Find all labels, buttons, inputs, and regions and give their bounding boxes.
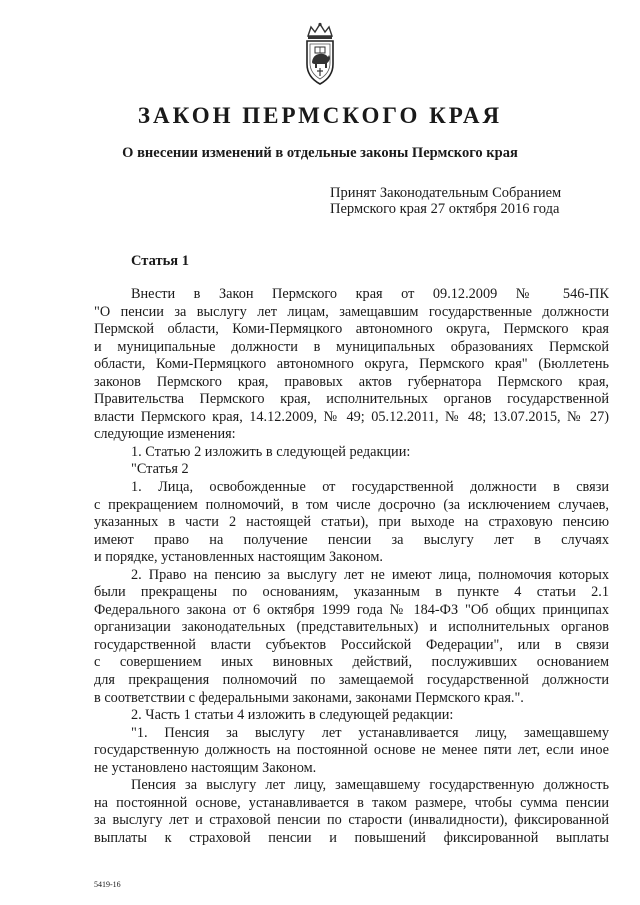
body-line: Правительства Пермского края, исполнительных органов государственной (94, 391, 609, 408)
body-line: государственной власти субъектов Российской Федерации", или в связи (94, 636, 609, 653)
body-line: в соответствии с федеральными законами, законами Пермского края.". (94, 689, 524, 706)
body-line: на постоянной основе, устанавливается в таком размере, чтобы сумма пенсии (94, 794, 609, 811)
body-line: "О пенсии за выслугу лет лицам, замещавшим государственные должности (94, 303, 609, 320)
body-line: выплаты к страховой пенсии и повышений фиксированной выплаты (94, 829, 609, 846)
body-line: следующие изменения: (94, 426, 236, 443)
body-line: Пермской области, Коми-Пермяцкого автономного округа, Пермского края (94, 321, 609, 338)
body-line: за выслугу лет и страховой пенсии по старости (инвалидности), фиксированной (94, 812, 609, 829)
adoption-note (330, 185, 561, 217)
body-line: Внести в Закон Пермского края от 09.12.2009 № 546-ПК (131, 286, 609, 302)
article-body (94, 286, 609, 848)
body-line: организации законодательных (представительных) и исполнительных органов (94, 619, 609, 636)
body-line: 2. Право на пенсию за выслугу лет не имеют лица, полномочия которых (131, 566, 609, 583)
adoption-line: Пермского края 27 октября 2016 года (330, 201, 560, 217)
body-line: Федерального закона от 6 октября 1999 года № 184-ФЗ "Об общих принципах (94, 601, 609, 618)
body-line: 1. Статью 2 изложить в следующей редакции: (131, 443, 411, 460)
body-line: государственную должность на постоянной основе не менее пяти лет, если иное (94, 742, 609, 759)
body-line: и порядке, установленных настоящим Законом. (94, 549, 384, 566)
body-line: и муниципальные должности в муниципальных образованиях Пермской (94, 338, 609, 355)
body-line: власти Пермского края, 14.12.2009, № 49; 05.12.2011, № 48; 13.07.2015, № 27) (94, 408, 609, 425)
body-line: Пенсия за выслугу лет лицу, замещавшему государственную должность (131, 777, 609, 794)
body-line: "Статья 2 (131, 461, 189, 478)
coat-of-arms-icon (297, 22, 343, 86)
body-line: области, Коми-Пермяцкого автономного округа, Пермского края" (Бюллетень (94, 356, 609, 373)
body-line: "1. Пенсия за выслугу лет устанавливается лицу, замещавшему (131, 724, 609, 741)
body-line: с совершением иных виновных действий, послуживших основанием (94, 654, 609, 671)
body-line: для прекращения полномочий по замещаемой государственной должности (94, 672, 609, 689)
document-code: 5419-16 (94, 880, 121, 889)
body-line: не установлено настоящим Законом. (94, 759, 317, 776)
body-line: указанных в части 2 настоящей статьи), при выходе на страховую пенсию (94, 514, 609, 531)
body-line: 1. Лица, освобожденные от государственной должности в связи (131, 479, 609, 496)
body-line: законов Пермского края, правовых актов губернатора Пермского края, (94, 373, 609, 390)
body-line: имеют право на получение пенсии за выслугу лет в случаях (94, 531, 609, 548)
body-line: были прекращены по основаниям, указанным в пункте 4 статьи 2.1 (94, 584, 609, 601)
law-title: ЗАКОН ПЕРМСКОГО КРАЯ (137, 103, 503, 128)
article-heading: Статья 1 (131, 253, 189, 269)
body-line: 2. Часть 1 статьи 4 изложить в следующей редакции: (131, 707, 454, 724)
law-subtitle: О внесении изменений в отдельные законы Пермского края (122, 145, 518, 161)
body-line: с прекращением полномочий, в том числе досрочно (за исключением случаев, (94, 496, 609, 513)
adoption-line: Принят Законодательным Собранием (330, 185, 562, 201)
